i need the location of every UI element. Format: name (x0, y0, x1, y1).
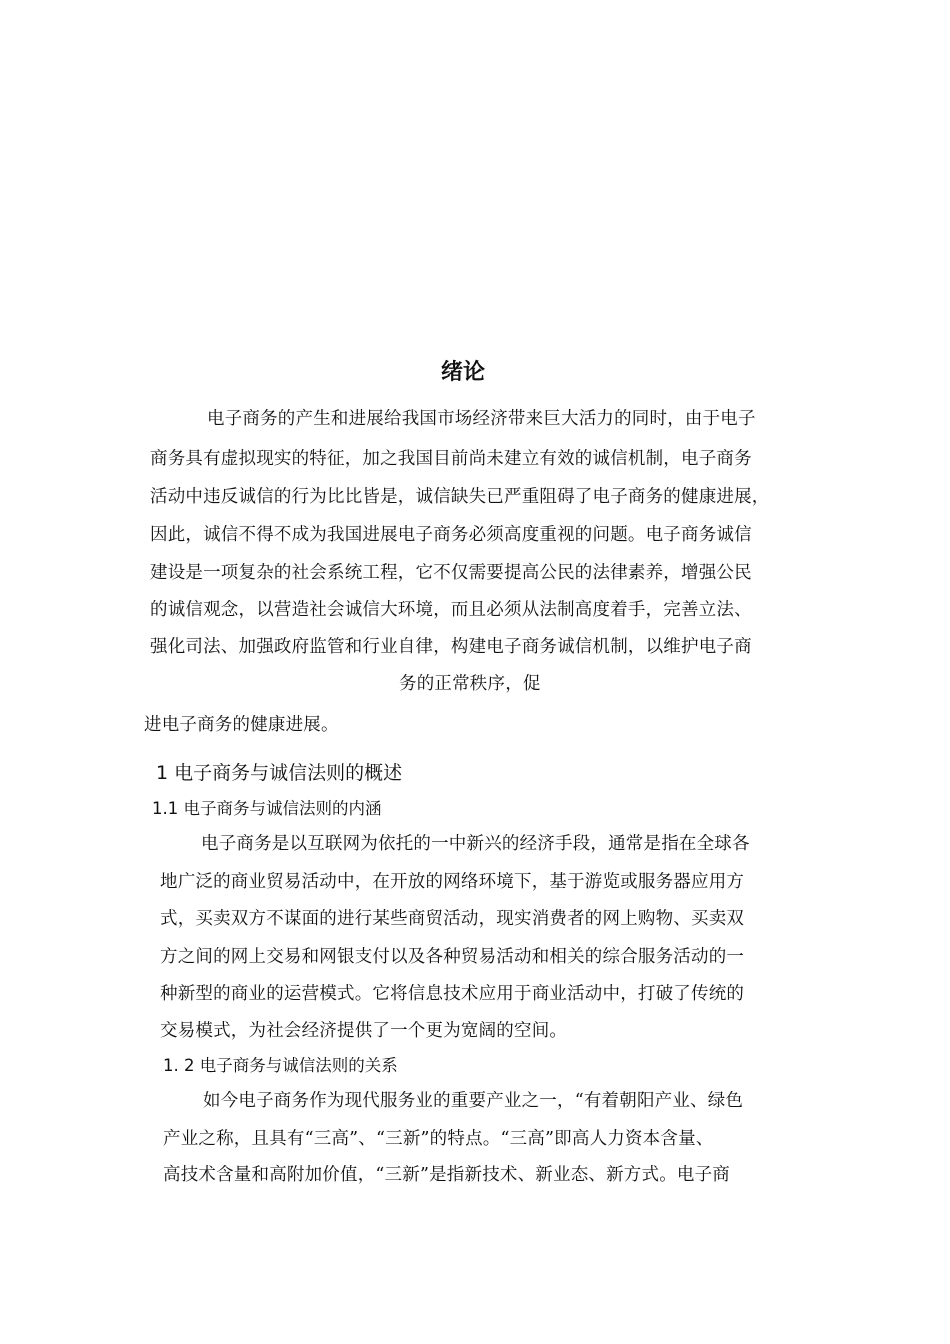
body-line: 种新型的商业的运营模式。它将信息技术应用于商业活动中，打破了传统的 (160, 984, 745, 1004)
body-line: 产业之称，且具有“三高”、“三新”的特点。“三高”即高人力资本含量、 (163, 1129, 714, 1149)
intro-line: 建设是一项复杂的社会系统工程，它不仅需要提高公民的法律素养，增强公民 (150, 563, 752, 583)
intro-line: 电子商务的产生和进展给我国市场经济带来巨大活力的同时，由于电子 (207, 409, 756, 429)
intro-line: 商务具有虚拟现实的特征，加之我国目前尚未建立有效的诚信机制，电子商务 (150, 449, 752, 469)
body-line: 电子商务是以互联网为依托的一中新兴的经济手段，通常是指在全球各 (201, 834, 750, 854)
intro-line: 因此，诚信不得不成为我国进展电子商务必须高度重视的问题。电子商务诚信 (150, 525, 752, 545)
section-heading: 1 电子商务与诚信法则的概述 (156, 762, 403, 784)
body-line: 交易模式，为社会经济提供了一个更为宽阔的空间。 (160, 1021, 568, 1041)
body-line: 地广泛的商业贸易活动中，在开放的网络环境下，基于游览或服务器应用方 (160, 872, 745, 892)
body-line: 式，买卖双方不谋面的进行某些商贸活动，现实消费者的网上购物、买卖双 (160, 909, 745, 929)
body-line: 如今电子商务作为现代服务业的重要产业之一，“有着朝阳产业、绿色 (203, 1091, 744, 1111)
intro-line: 活动中违反诚信的行为比比皆是，诚信缺失已严重阻碍了电子商务的健康进展， (150, 487, 770, 507)
page-title: 绪论 (440, 360, 485, 385)
body-line: 方之间的网上交易和网银支付以及各种贸易活动和相关的综合服务活动的一 (160, 947, 745, 967)
intro-line: 强化司法、加强政府监管和行业自律，构建电子商务诚信机制，以维护电子商 (150, 637, 752, 657)
intro-line: 进电子商务的健康进展。 (144, 715, 339, 735)
intro-line: 务的正常秩序，促 (399, 674, 541, 694)
subsection-heading: 1.1 电子商务与诚信法则的内涵 (152, 799, 382, 818)
body-line: 高技术含量和高附加价值，“三新”是指新技术、新业态、新方式。电子商 (163, 1165, 730, 1185)
subsection-heading: 1. 2 电子商务与诚信法则的关系 (163, 1056, 398, 1075)
intro-line: 的诚信观念，以营造社会诚信大环境，而且必须从法制高度着手，完善立法、 (150, 600, 752, 620)
